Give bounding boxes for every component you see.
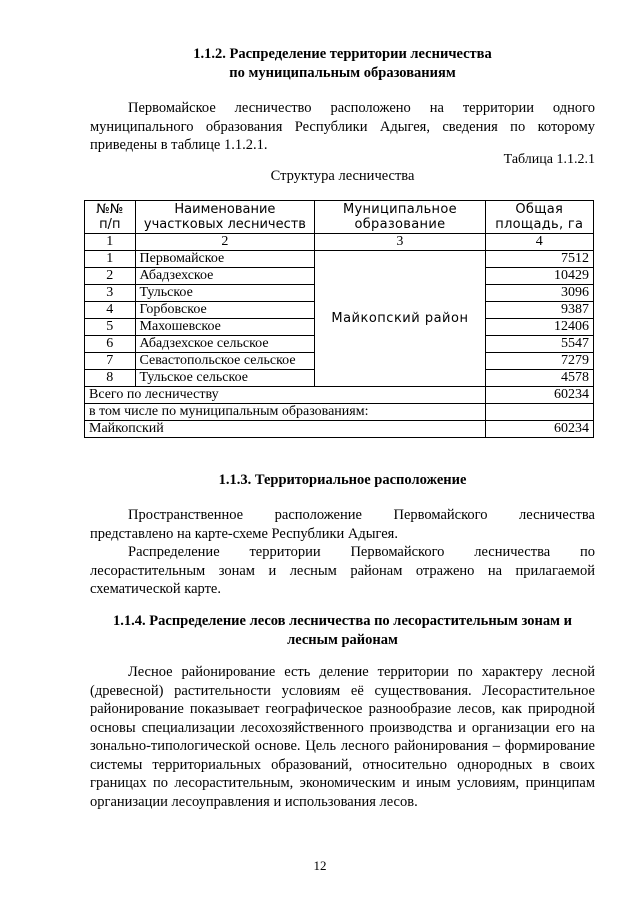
table-total-row xyxy=(85,387,594,404)
section-1-1-2-paragraph: Первомайское лесничество расположено на территории одного муниципального образования Республики Адыгея, сведения по которому приведены в таблице 1.1.2.1. xyxy=(90,100,595,153)
header-name: Наименование участковых лесничеств xyxy=(135,201,315,234)
table-row xyxy=(85,251,594,268)
page-number: 12 xyxy=(313,858,327,873)
row-num: 8 xyxy=(85,370,136,387)
section-title-line2: по муниципальным образованиям xyxy=(229,65,456,81)
row-area: 7512 xyxy=(485,251,593,268)
table-title: Структура лесничества xyxy=(270,168,415,184)
section-title-line1: 1.1.2. Распределение территории лесничества xyxy=(193,46,492,62)
section-1-1-3-paragraph-1: Пространственное расположение Первомайского лесничества представлено на карте-схеме Республики Адыгея. xyxy=(90,507,595,542)
section-title-line1: 1.1.4. Распределение лесов лесничества по лесорастительным зонам и xyxy=(113,613,572,629)
row-name: Тульское xyxy=(135,285,315,302)
row-num: 7 xyxy=(85,353,136,370)
index-cell: 1 xyxy=(85,234,136,251)
row-area: 7279 xyxy=(485,353,593,370)
subheading-empty xyxy=(485,404,593,421)
row-area: 12406 xyxy=(485,319,593,336)
total-value: 60234 xyxy=(485,387,593,404)
row-name: Махошевское xyxy=(135,319,315,336)
header-municipality: Муниципальное образование xyxy=(315,201,485,234)
section-title-line2: лесным районам xyxy=(287,632,398,648)
index-cell: 4 xyxy=(485,234,593,251)
municipality-cell: Майкопский район xyxy=(315,251,485,387)
row-area: 9387 xyxy=(485,302,593,319)
row-name: Горбовское xyxy=(135,302,315,319)
header-area: Общая площадь, га xyxy=(485,201,593,234)
row-name: Абадзехское сельское xyxy=(135,336,315,353)
row-num: 4 xyxy=(85,302,136,319)
municipality-value: 60234 xyxy=(485,421,593,438)
row-area: 10429 xyxy=(485,268,593,285)
table-municipality-row xyxy=(85,421,594,438)
section-1-1-3-paragraph-2: Распределение территории Первомайского лесничества по лесорастительным зонам и лесным районам отражено на прилагаемой схематической карте. xyxy=(90,544,595,597)
row-area: 3096 xyxy=(485,285,593,302)
table-header-row xyxy=(85,201,594,234)
row-name: Севастопольское сельское xyxy=(135,353,315,370)
municipality-label: Майкопский xyxy=(85,421,486,438)
section-1-1-4-title xyxy=(90,612,595,650)
section-1-1-2-title xyxy=(90,45,595,83)
table-index-row xyxy=(85,234,594,251)
table-caption: Таблица 1.1.2.1 xyxy=(503,152,595,167)
row-name: Тульское сельское xyxy=(135,370,315,387)
subheading-label: в том числе по муниципальным образованиям: xyxy=(85,404,486,421)
row-num: 2 xyxy=(85,268,136,285)
row-num: 5 xyxy=(85,319,136,336)
row-num: 1 xyxy=(85,251,136,268)
section-1-1-3-title: 1.1.3. Территориальное расположение xyxy=(218,472,467,488)
row-name: Абадзехское xyxy=(135,268,315,285)
row-num: 6 xyxy=(85,336,136,353)
index-cell: 2 xyxy=(135,234,315,251)
forestry-structure-table xyxy=(84,200,594,438)
header-num: №№ п/п xyxy=(85,201,136,234)
table-subheading-row xyxy=(85,404,594,421)
total-label: Всего по лесничеству xyxy=(85,387,486,404)
row-name: Первомайское xyxy=(135,251,315,268)
row-num: 3 xyxy=(85,285,136,302)
index-cell: 3 xyxy=(315,234,485,251)
row-area: 5547 xyxy=(485,336,593,353)
row-area: 4578 xyxy=(485,370,593,387)
section-1-1-4-paragraph: Лесное районирование есть деление территории по характеру лесной (древесной) растительности условиям её существования. Лесорастительное районирование показывает географическое разнообразие лесов, как природной основы специализации лесохозяйственного производства и организации его на зонально-типологической основе. Цель лесного районирования – формирование системы территориальных образований, относительно однородных в своих границах по лесорастительным, экономическим и иным условиям, принципам организации лесоуправления и использования лесов. xyxy=(90,664,595,810)
